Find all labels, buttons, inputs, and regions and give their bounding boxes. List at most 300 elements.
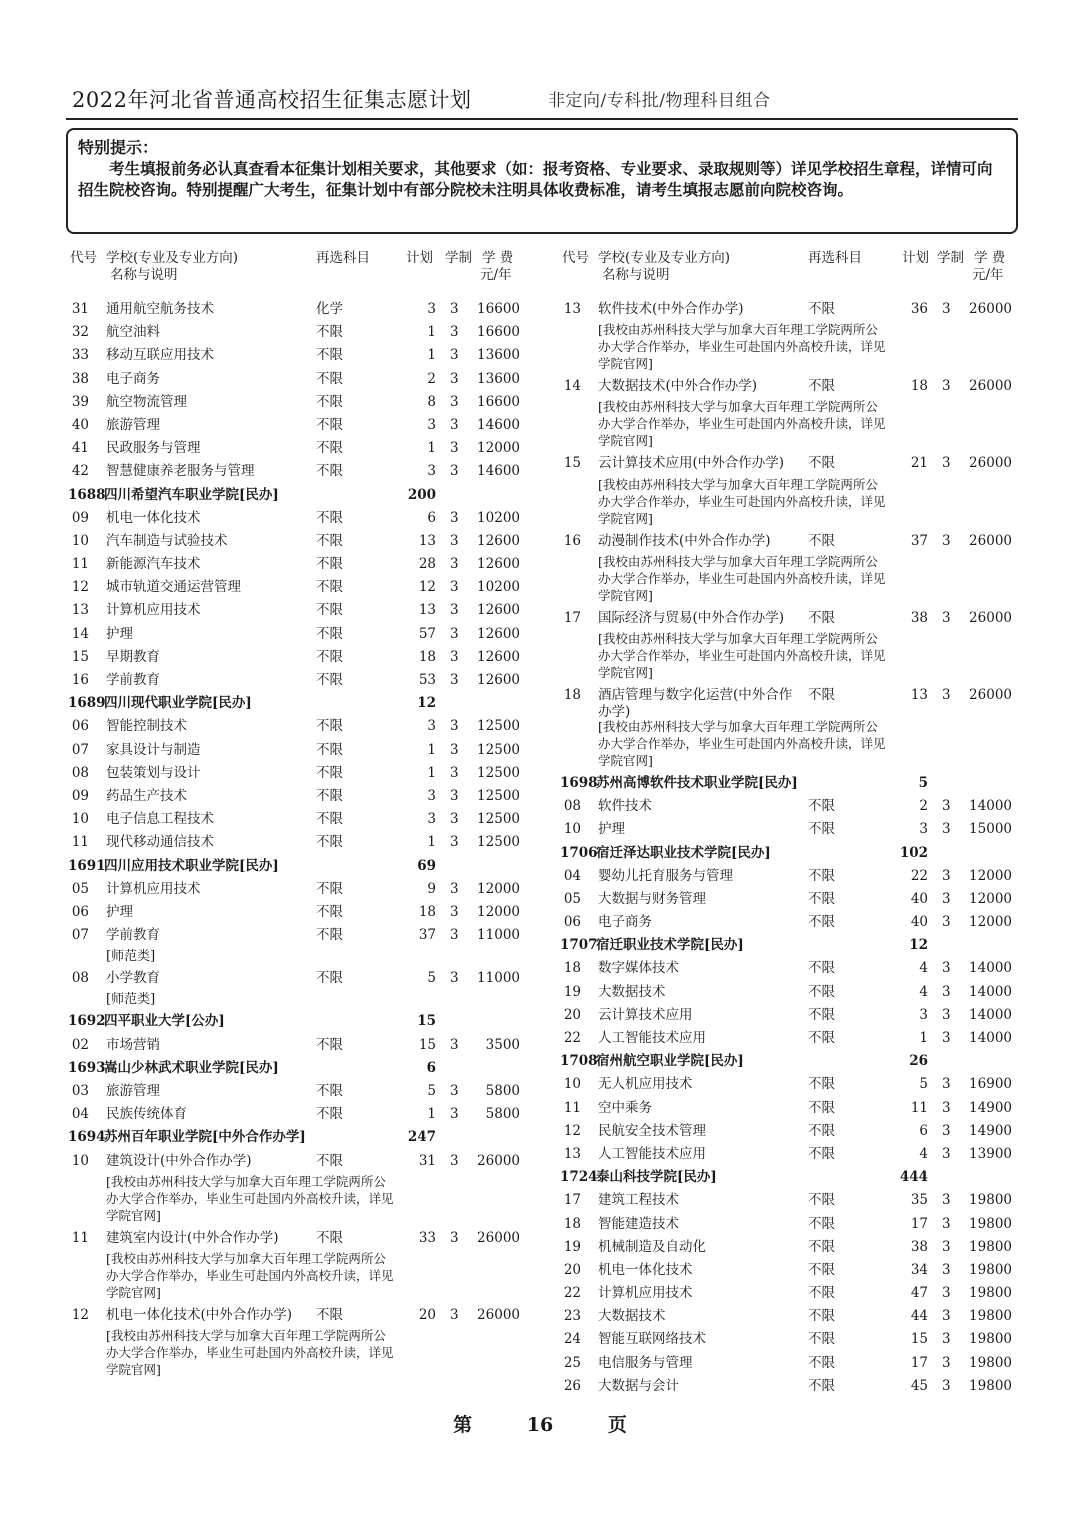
page-title: 2022年河北省普通高校招生征集志愿计划: [72, 88, 472, 112]
plan-count: 38: [910, 1238, 928, 1255]
major-code: 22: [563, 1285, 581, 1302]
tuition-fee: 26000: [969, 301, 1012, 317]
page-footer: [0, 1410, 1080, 1437]
major-name: 计算机应用技术: [106, 602, 201, 619]
elective-subject: 不限: [316, 556, 343, 573]
tuition-fee: 19800: [969, 1238, 1012, 1255]
major-note: [我校由苏州科技大学与加拿大百年理工学院两所公办大学合作举办，毕业生可赴国内外高校升读，详见学院官网]: [598, 630, 886, 680]
plan-count: 45: [910, 1377, 928, 1394]
table-row: [64, 808, 526, 831]
major-code: 22: [563, 1030, 581, 1046]
header-school: 学校(专业及专业方向): [598, 250, 731, 266]
elective-subject: 不限: [808, 960, 835, 977]
elective-subject: 不限: [316, 672, 343, 688]
major-name: 药品生产技术: [106, 787, 187, 804]
elective-subject: 不限: [316, 970, 343, 987]
school-name: 嵩山少林武术职业学院[民办]: [104, 1059, 279, 1076]
header-years: 学制: [937, 250, 964, 266]
major-code: 10: [71, 532, 89, 549]
elective-subject: 不限: [316, 1306, 343, 1323]
school-code: 1693: [68, 1059, 106, 1076]
tuition-fee: 19800: [969, 1192, 1012, 1209]
major-name: 护理: [106, 903, 133, 920]
study-years: 3: [942, 1285, 951, 1302]
table-row: [556, 1004, 1018, 1027]
major-name: 智能建造技术: [598, 1215, 679, 1232]
major-code: 15: [71, 648, 89, 665]
plan-count: 35: [910, 1192, 928, 1209]
plan-count: 4: [919, 1145, 928, 1162]
major-code: 20: [563, 1261, 581, 1278]
plan-count: 3: [427, 416, 436, 433]
tuition-fee: 12600: [477, 602, 520, 619]
study-years: 3: [942, 1076, 951, 1093]
major-code: 32: [71, 324, 89, 341]
table-row: [556, 1236, 1018, 1259]
plan-count: 57: [418, 625, 436, 642]
study-years: 3: [942, 867, 951, 884]
school-name: 苏州百年职业学院[中外合作办学]: [104, 1129, 306, 1146]
plan-count: 12: [418, 579, 436, 596]
tuition-fee: 26000: [969, 609, 1012, 626]
study-years: 3: [450, 764, 459, 781]
elective-subject: 不限: [316, 811, 343, 828]
major-code: 11: [71, 1229, 89, 1246]
plan-count: 5: [427, 1083, 436, 1099]
tuition-fee: 12600: [477, 648, 520, 665]
major-name: 通用航空航务技术: [106, 301, 214, 317]
tuition-fee: 12000: [969, 867, 1012, 884]
table-row: [556, 1328, 1018, 1351]
elective-subject: 不限: [316, 509, 343, 526]
study-years: 3: [450, 648, 459, 665]
major-code: 05: [71, 880, 89, 897]
plan-count: 8: [427, 393, 436, 410]
table-row: [556, 1189, 1018, 1212]
column-header: [556, 248, 1018, 298]
plan-count: 6: [426, 1059, 436, 1076]
major-note: [我校由苏州科技大学与加拿大百年理工学院两所公办大学合作举办，毕业生可赴国内外高校升读，详见学院官网]: [106, 1173, 394, 1223]
tuition-fee: 16900: [969, 1076, 1012, 1093]
table-row: [556, 865, 1018, 888]
elective-subject: 不限: [316, 579, 343, 596]
tuition-fee: 3500: [485, 1036, 520, 1053]
school-row: [556, 772, 1018, 795]
major-name: 民政服务与管理: [106, 440, 201, 457]
elective-subject: 不限: [316, 393, 343, 410]
major-name: 酒店管理与数字化运营(中外合作办学): [598, 686, 793, 720]
elective-subject: 不限: [316, 764, 343, 781]
table-row: [556, 957, 1018, 980]
major-name: 大数据与财务管理: [598, 890, 706, 907]
elective-subject: 不限: [316, 787, 343, 804]
major-name: 学前教育: [106, 672, 160, 688]
major-code: 15: [563, 455, 581, 472]
major-code: 25: [563, 1354, 581, 1371]
major-name: 软件技术(中外合作办学): [598, 301, 744, 317]
table-row: [64, 1080, 526, 1103]
study-years: 3: [450, 556, 459, 573]
elective-subject: 不限: [808, 1076, 835, 1093]
major-note: [我校由苏州科技大学与加拿大百年理工学院两所公办大学合作举办，毕业生可赴国内外高校升读，详见学院官网]: [106, 1250, 394, 1300]
study-years: 3: [942, 1030, 951, 1046]
elective-subject: 不限: [808, 301, 835, 317]
major-code: 07: [71, 741, 89, 758]
school-row: [64, 855, 526, 878]
plan-count: 17: [910, 1354, 928, 1371]
study-years: 3: [450, 927, 459, 944]
elective-subject: 不限: [808, 1215, 835, 1232]
plan-count: 44: [910, 1308, 928, 1325]
elective-subject: 不限: [808, 821, 835, 838]
major-name: 机械制造及自动化: [598, 1238, 706, 1255]
major-code: 19: [563, 983, 581, 1000]
major-code: 18: [563, 1215, 581, 1232]
school-name: 宿迁职业技术学院[民办]: [596, 937, 744, 954]
table-row: [556, 1073, 1018, 1096]
study-years: 3: [450, 970, 459, 987]
study-years: 3: [450, 834, 459, 851]
table-row: [556, 1143, 1018, 1166]
table-row: [556, 1305, 1018, 1328]
plan-count: 3: [919, 1006, 928, 1023]
major-code: 06: [71, 718, 89, 735]
table-row: [64, 344, 526, 367]
header-code: 代号: [562, 250, 589, 266]
major-code: 09: [71, 787, 89, 804]
tuition-fee: 11000: [477, 927, 520, 944]
school-row: [64, 1010, 526, 1033]
study-years: 3: [450, 324, 459, 341]
tuition-fee: 26000: [969, 686, 1012, 703]
tuition-fee: 13900: [969, 1145, 1012, 1162]
tuition-fee: 12500: [477, 787, 520, 804]
major-code: 11: [71, 556, 89, 573]
tuition-fee: 5800: [485, 1083, 520, 1099]
elective-subject: 不限: [808, 1377, 835, 1394]
footer-suffix: 页: [607, 1414, 627, 1436]
tuition-fee: 14000: [969, 960, 1012, 977]
major-code: 41: [71, 440, 89, 457]
study-years: 3: [942, 914, 951, 931]
school-code: 1692: [68, 1013, 106, 1030]
tuition-fee: 11000: [477, 970, 520, 987]
study-years: 3: [450, 1306, 459, 1323]
plan-count: 21: [910, 455, 928, 472]
plan-count: 1: [427, 440, 436, 457]
school-row: [556, 1166, 1018, 1189]
major-code: 06: [563, 914, 581, 931]
table-row: [64, 739, 526, 762]
major-code: 03: [71, 1083, 89, 1099]
table-row: [64, 669, 526, 692]
plan-count: 3: [427, 463, 436, 480]
tuition-fee: 12600: [477, 532, 520, 549]
plan-count: 6: [919, 1122, 928, 1139]
plan-count: 18: [910, 378, 928, 395]
elective-subject: 化学: [316, 301, 343, 317]
major-name: 机电一体化技术(中外合作办学): [106, 1306, 293, 1323]
tuition-fee: 19800: [969, 1215, 1012, 1232]
major-code: 40: [71, 416, 89, 433]
plan-count: 31: [418, 1152, 436, 1169]
major-name: 空中乘务: [598, 1099, 652, 1116]
major-code: 09: [71, 509, 89, 526]
school-code: 1698: [560, 774, 598, 791]
major-code: 19: [563, 1238, 581, 1255]
plan-count: 3: [427, 301, 436, 317]
major-name: 建筑工程技术: [598, 1192, 679, 1209]
school-code: 1706: [560, 844, 598, 861]
major-name: 人工智能技术应用: [598, 1145, 706, 1162]
elective-subject: 不限: [316, 718, 343, 735]
tuition-fee: 14900: [969, 1099, 1012, 1116]
study-years: 3: [942, 983, 951, 1000]
table-row: [64, 762, 526, 785]
major-note: [我校由苏州科技大学与加拿大百年理工学院两所公办大学合作举办，毕业生可赴国内外高校升读，详见学院官网]: [598, 718, 886, 768]
plan-count: 15: [418, 1036, 436, 1053]
plan-count: 2: [427, 370, 436, 387]
plan-count: 1: [427, 741, 436, 758]
study-years: 3: [942, 1377, 951, 1394]
major-name: 数字媒体技术: [598, 960, 679, 977]
study-years: 3: [450, 903, 459, 920]
study-years: 3: [942, 1122, 951, 1139]
elective-subject: 不限: [316, 602, 343, 619]
plan-count: 15: [910, 1331, 928, 1348]
major-name: 建筑室内设计(中外合作办学): [106, 1229, 279, 1246]
major-note: [我校由苏州科技大学与加拿大百年理工学院两所公办大学合作举办，毕业生可赴国内外高校升读，详见学院官网]: [598, 399, 886, 449]
header-fee: 学 费: [974, 250, 1006, 266]
plan-count: 69: [417, 857, 436, 874]
table-row: [64, 460, 526, 483]
plan-count: 53: [418, 672, 436, 688]
elective-subject: 不限: [316, 927, 343, 944]
elective-subject: 不限: [316, 741, 343, 758]
major-code: 07: [71, 927, 89, 944]
study-years: 3: [942, 532, 951, 549]
notice-heading: 特别提示：: [78, 138, 159, 157]
notice-box: [66, 128, 1018, 234]
major-code: 14: [563, 378, 581, 395]
study-years: 3: [450, 301, 459, 317]
table-row: [556, 1213, 1018, 1236]
school-row: [556, 1050, 1018, 1073]
plan-count: 38: [910, 609, 928, 626]
major-name: 电信服务与管理: [598, 1354, 693, 1371]
header-fee-unit: 元/年: [480, 267, 512, 283]
left-table-body: [64, 298, 526, 1378]
study-years: 3: [942, 1261, 951, 1278]
table-row: [64, 553, 526, 576]
plan-count: 3: [919, 821, 928, 838]
header-years: 学制: [445, 250, 472, 266]
tuition-fee: 26000: [477, 1229, 520, 1246]
major-name: 国际经济与贸易(中外合作办学): [598, 609, 785, 626]
table-row: [556, 607, 1018, 630]
elective-subject: 不限: [316, 834, 343, 851]
plan-count: 444: [899, 1169, 928, 1186]
elective-subject: 不限: [316, 648, 343, 665]
major-name: 电子信息工程技术: [106, 811, 214, 828]
major-name: 旅游管理: [106, 1083, 160, 1099]
table-row: [556, 684, 1018, 718]
tuition-fee: 26000: [477, 1306, 520, 1323]
header-school: 学校(专业及专业方向): [106, 250, 239, 266]
left-column: [64, 248, 526, 1381]
table-row: [64, 785, 526, 808]
table-row: [64, 831, 526, 854]
plan-count: 1: [427, 764, 436, 781]
major-name: 护理: [598, 821, 625, 838]
school-name: 四川应用技术职业学院[民办]: [104, 857, 279, 874]
table-row: [556, 911, 1018, 934]
table-row: [64, 437, 526, 460]
major-code: 23: [563, 1308, 581, 1325]
table-row: [556, 298, 1018, 321]
tuition-fee: 16600: [477, 324, 520, 341]
elective-subject: 不限: [808, 1006, 835, 1023]
major-code: 39: [71, 393, 89, 410]
tuition-fee: 14600: [477, 463, 520, 480]
tuition-fee: 5800: [485, 1106, 520, 1123]
tuition-fee: 19800: [969, 1354, 1012, 1371]
major-name: 电子商务: [106, 370, 160, 387]
elective-subject: 不限: [808, 1285, 835, 1302]
table-row: [556, 888, 1018, 911]
school-code: 1707: [560, 937, 598, 954]
study-years: 3: [450, 440, 459, 457]
header-subject: 再选科目: [808, 250, 862, 266]
tuition-fee: 12500: [477, 764, 520, 781]
major-code: 12: [71, 579, 89, 596]
study-years: 3: [942, 609, 951, 626]
major-name: 旅游管理: [106, 416, 160, 433]
elective-subject: 不限: [316, 1083, 343, 1099]
elective-subject: 不限: [808, 378, 835, 395]
major-name: 机电一体化技术: [598, 1261, 693, 1278]
major-code: 38: [71, 370, 89, 387]
major-code: 05: [563, 890, 581, 907]
major-note: [我校由苏州科技大学与加拿大百年理工学院两所公办大学合作举办，毕业生可赴国内外高校升读，详见学院官网]: [598, 476, 886, 526]
school-code: 1688: [68, 486, 106, 503]
study-years: 3: [450, 1152, 459, 1169]
table-row: [64, 414, 526, 437]
major-name: 包装策划与设计: [106, 764, 201, 781]
elective-subject: 不限: [808, 1238, 835, 1255]
plan-count: 13: [418, 602, 436, 619]
plan-count: 28: [418, 556, 436, 573]
study-years: 3: [942, 798, 951, 815]
major-subnote: [师范类]: [106, 992, 156, 1008]
table-row: [64, 1304, 526, 1327]
right-column: [556, 248, 1018, 1398]
major-code: 11: [563, 1099, 581, 1116]
study-years: 3: [942, 1099, 951, 1116]
major-name: 城市轨道交通运营管理: [106, 579, 241, 596]
header-fee-unit: 元/年: [972, 267, 1004, 283]
elective-subject: 不限: [316, 1106, 343, 1123]
elective-subject: 不限: [808, 1331, 835, 1348]
table-row: [64, 298, 526, 321]
tuition-fee: 12000: [477, 440, 520, 457]
header-subject: 再选科目: [316, 250, 370, 266]
major-code: 17: [563, 609, 581, 626]
school-row: [556, 842, 1018, 865]
plan-count: 12: [909, 937, 928, 954]
major-code: 18: [563, 960, 581, 977]
major-note: [我校由苏州科技大学与加拿大百年理工学院两所公办大学合作举办，毕业生可赴国内外高校升读，详见学院官网]: [598, 322, 886, 372]
elective-subject: 不限: [316, 880, 343, 897]
table-row: [64, 924, 526, 947]
major-name: 云计算技术应用: [598, 1006, 693, 1023]
major-code: 31: [71, 301, 89, 317]
plan-count: 4: [919, 960, 928, 977]
table-row: [64, 507, 526, 530]
major-name: 市场营销: [106, 1036, 160, 1053]
major-name: 动漫制作技术(中外合作办学): [598, 532, 771, 549]
table-row: [64, 1034, 526, 1057]
table-row: [64, 715, 526, 738]
tuition-fee: 26000: [969, 532, 1012, 549]
header-fee: 学 费: [482, 250, 514, 266]
tuition-fee: 26000: [477, 1152, 520, 1169]
study-years: 3: [942, 821, 951, 838]
tuition-fee: 10200: [477, 579, 520, 596]
major-code: 04: [71, 1106, 89, 1123]
table-row: [556, 795, 1018, 818]
elective-subject: 不限: [808, 609, 835, 626]
elective-subject: 不限: [316, 416, 343, 433]
major-name: 计算机应用技术: [106, 880, 201, 897]
elective-subject: 不限: [808, 1354, 835, 1371]
major-name: 云计算技术应用(中外合作办学): [598, 455, 785, 472]
elective-subject: 不限: [808, 1308, 835, 1325]
study-years: 3: [450, 625, 459, 642]
table-row: [64, 576, 526, 599]
elective-subject: 不限: [808, 983, 835, 1000]
tuition-fee: 19800: [969, 1285, 1012, 1302]
study-years: 3: [942, 1192, 951, 1209]
elective-subject: 不限: [808, 798, 835, 815]
elective-subject: 不限: [316, 903, 343, 920]
plan-count: 9: [427, 880, 436, 897]
elective-subject: 不限: [808, 532, 835, 549]
table-row: [556, 1375, 1018, 1398]
major-name: 新能源汽车技术: [106, 556, 201, 573]
school-code: 1691: [68, 857, 106, 874]
major-name: 民族传统体育: [106, 1106, 187, 1123]
elective-subject: 不限: [808, 914, 835, 931]
school-name: 四川现代职业学院[民办]: [104, 695, 252, 712]
study-years: 3: [942, 1215, 951, 1232]
study-years: 3: [942, 1354, 951, 1371]
tuition-fee: 10200: [477, 509, 520, 526]
study-years: 3: [942, 301, 951, 317]
elective-subject: 不限: [808, 867, 835, 884]
major-code: 14: [71, 625, 89, 642]
study-years: 3: [942, 686, 951, 703]
plan-count: 26: [909, 1053, 928, 1070]
major-code: 12: [563, 1122, 581, 1139]
major-code: 11: [71, 834, 89, 851]
tuition-fee: 12000: [477, 903, 520, 920]
tuition-fee: 12600: [477, 672, 520, 688]
plan-count: 37: [910, 532, 928, 549]
tuition-fee: 12000: [477, 880, 520, 897]
plan-count: 36: [910, 301, 928, 317]
major-name: 智慧健康养老服务与管理: [106, 463, 255, 480]
